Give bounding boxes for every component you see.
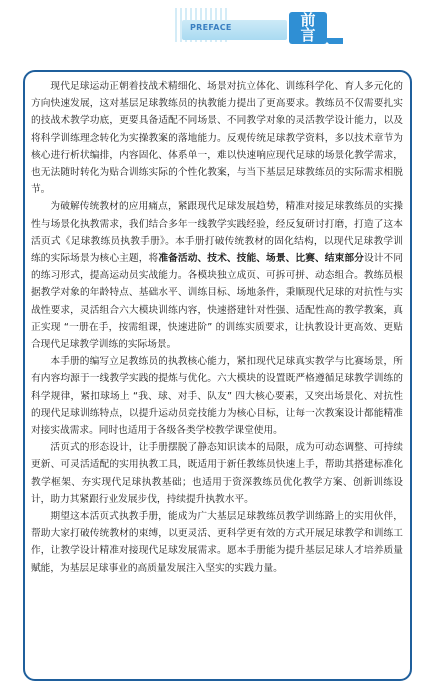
paragraph-5 — [31, 508, 403, 577]
preface-title-badge — [289, 12, 327, 44]
preface-title-char-1: 前 — [300, 11, 316, 29]
paragraph-4 — [31, 439, 403, 508]
paragraph-text: 活页式的形态设计，让手册摆脱了静态知识读本的局限，成为可动态调整、可持续更新、可灵活适配的实用执教工具，既适用于新任教练员快速上手，帮助其搭建标准化教学框架、夯实现代足球执教基础；也适用于资深教练员优化教学方案、创新训练设计，助力其紧跟行业发展步伐，持续提升执教水平。 — [31, 442, 403, 505]
paragraph-1 — [31, 78, 403, 198]
preface-body — [31, 78, 403, 577]
paragraph-text: 设计不同的练习形式，提高运动员实战能力。各模块独立成页、可拆可拼、动态组合。教练员根据教学对象的年龄特点、基础水平、训练目标、场地条件，秉顺现代足球的对抗性与实战性要求，灵活组合六大模块训练内容，快速搭建针对性强、适配性高的教学教案，真正实现 “一册在手，按需组课，快速进阶” 的训练实质要求，让执教设计更高效、更贴合现代足球教学训练的实际场景。 — [31, 253, 404, 351]
paragraph-2 — [31, 198, 403, 353]
preface-title-char-2: 言 — [300, 26, 316, 44]
preface-label: PREFACE — [190, 23, 232, 32]
paragraph-text: 为破解传统教材的应用痛点，紧跟现代足球发展趋势，精准对接足球教练员的实操性与场景化执教需求，我们结合多年一线教学实践经验，经反复研讨打磨，打造了这本活页式《足球教练员执教手册》。本手册打破传统教材的固化结构，以现代足球教学训练的实际场景为核心主题，将 — [31, 201, 403, 265]
paragraph-text: 现代足球运动正朝着技战术精细化、场景对抗立体化、训练科学化、育人多元化的方向快速发展，这对基层足球教练员的执教能力提出了更高要求。教练员不仅需要扎实的技战术教学功底，更要具备适配不同场景、不同教学对象的灵活教学设计能力，以及将科学训练理念转化为实操教案的落地能力。反观传统足球教学资料，多以技术章节为核心进行析状编排，内容固化、体系单一，难以快速响应现代足球的场景化教学需求，也无法随时转化为贴合训练实际的个性化教案，与当下基层足球教练员的实际需求相脱节。 — [31, 81, 403, 196]
paragraph-bold-text: 准备活动、技术、技能、场景、比赛、结束部分 — [158, 253, 364, 265]
paragraph-3 — [31, 353, 403, 439]
paragraph-text: 期望这本活页式执教手册，能成为广大基层足球教练员教学训练路上的实用伙伴，帮助大家打破传统教材的束缚，以更灵活、更科学更有效的方式开展足球教学和训练工作，让教学设计精准对接现代足球发展需求。愿本手册能为提升基层足球人才培养质量赋能，为基层足球事业的高质量发展注入坚实的实践力量。 — [31, 511, 403, 574]
badge-corner-accent — [323, 38, 343, 54]
paragraph-text: 本手册的编写立足教练员的执教核心能力，紧扣现代足球真实教学与比赛场景，所有内容均源于一线教学实践的提炼与优化。六大模块的设置既严格遵循足球教学训练的科学规律，紧扣球场上 “我、球、对手、队友” 四大核心要素，又突出场景化、对抗性的现代足球训练特点，以提升运动员竞技能力为核心目标，让每一次教案设计都能精准对接实战需求。同时也适用于各级各类学校教学课堂使用。 — [31, 356, 403, 437]
preface-header — [0, 0, 438, 70]
